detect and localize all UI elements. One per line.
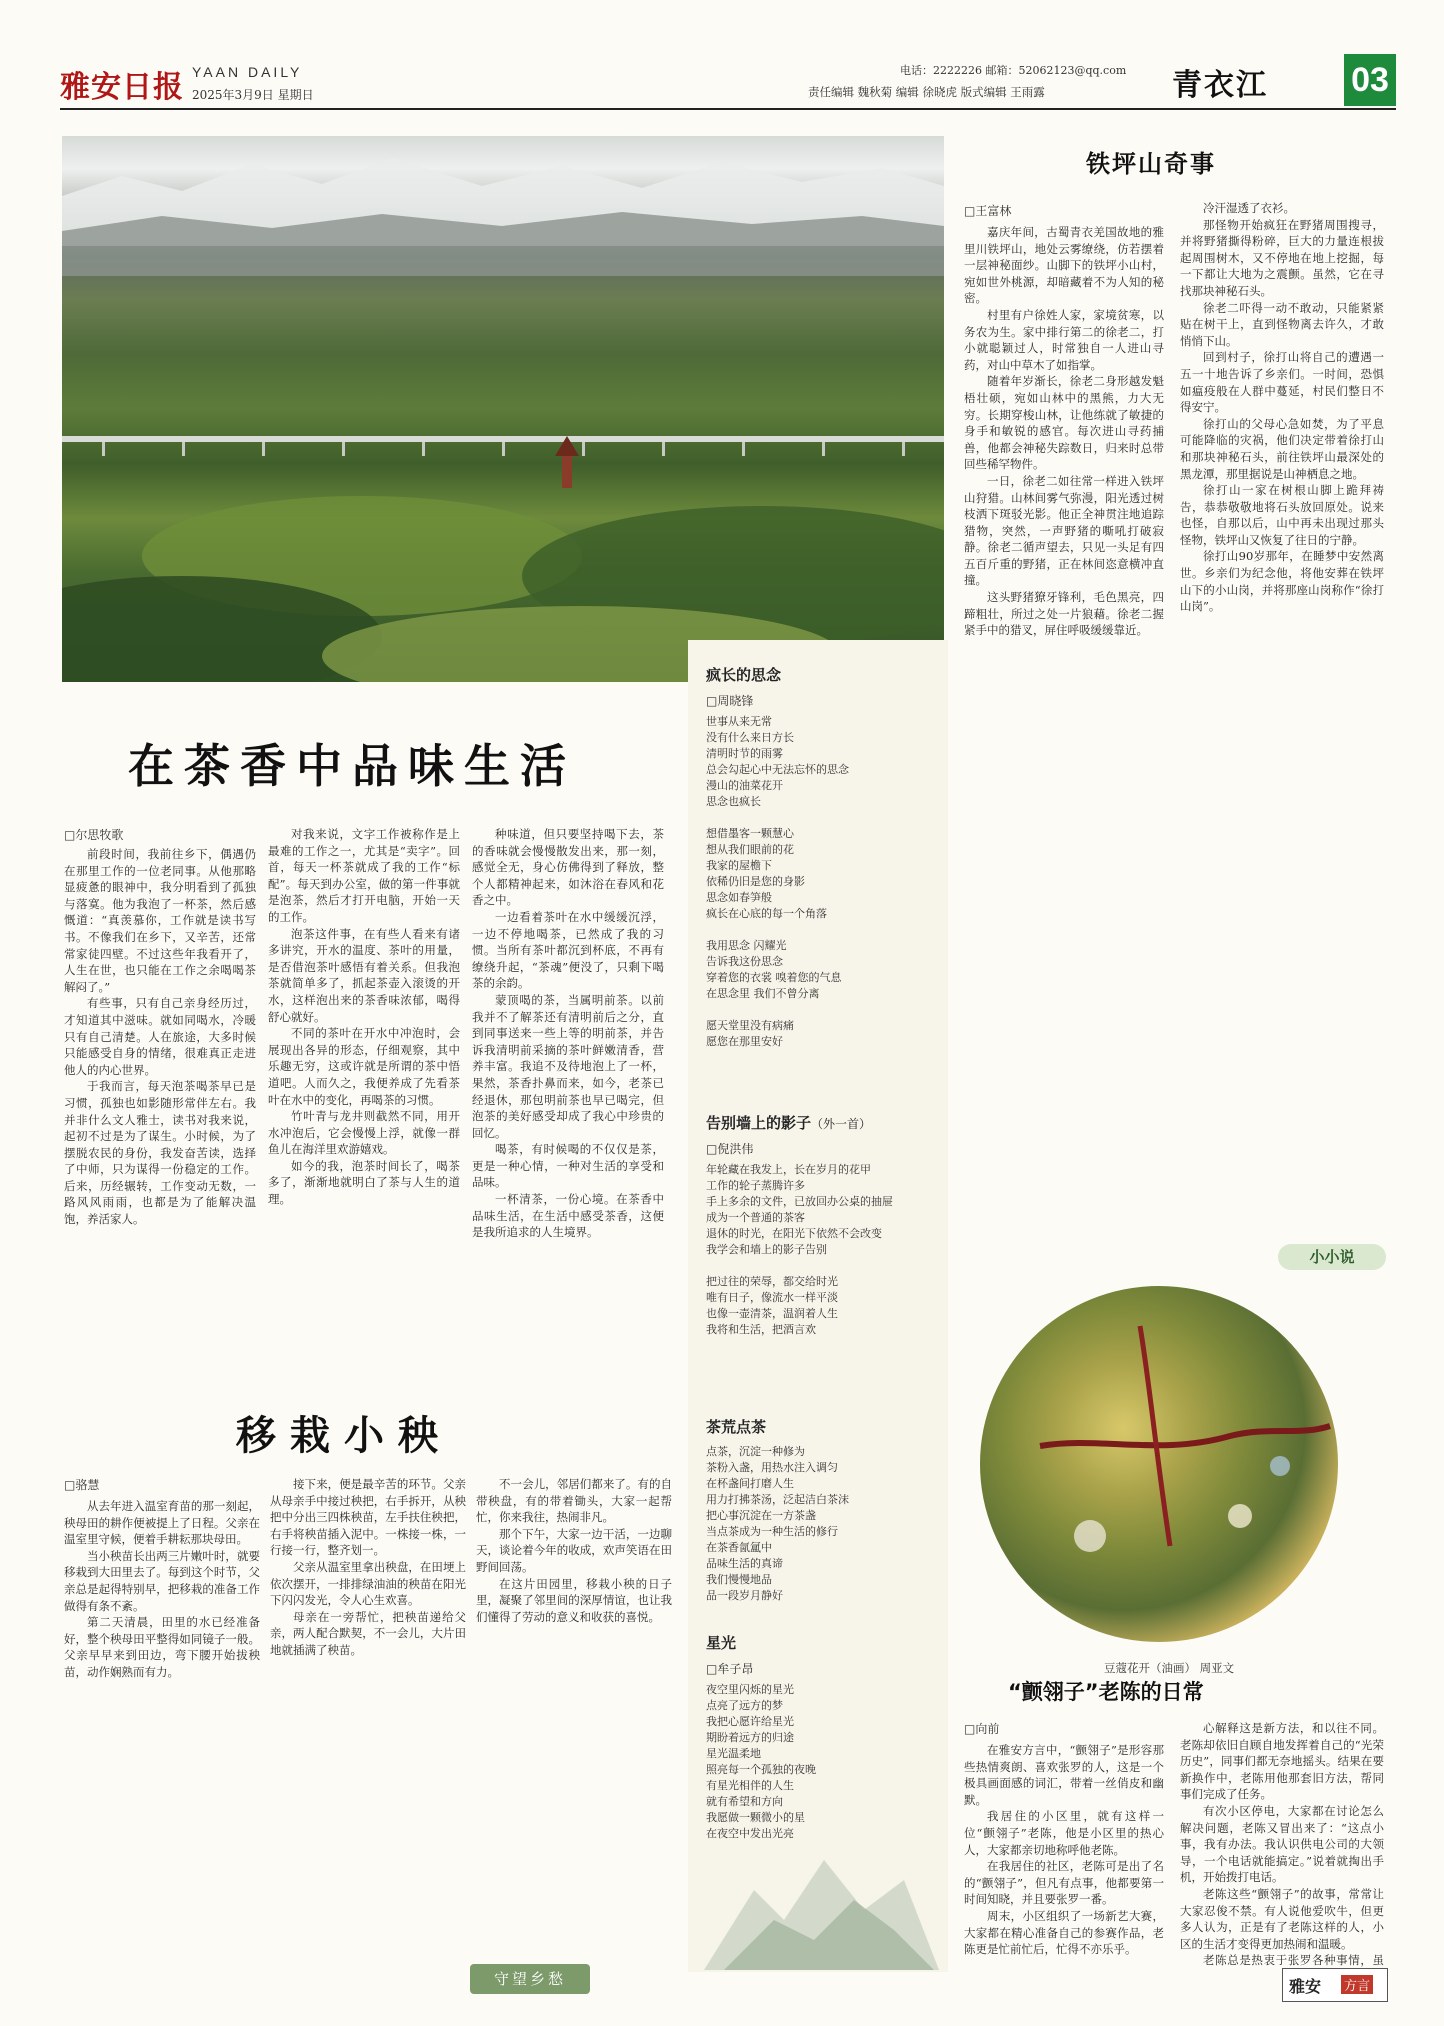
tieping-para: 徐老二吓得一动不敢动，只能紧紧贴在树干上，直到怪物离去许久，才敢悄悄下山。 <box>1180 300 1384 348</box>
poem-line: 告诉我这份思念 <box>706 955 783 968</box>
poem-line: 我将和生活，把酒言欢 <box>706 1323 816 1336</box>
main-essay-para: 一边看着茶叶在水中缓缓沉浮，一边不停地喝茶，已然成了我的习惯。当所有茶叶都沉到杯底，不再有缭绕升起，“茶魂”便没了，只剩下喝茶的余韵。 <box>472 909 664 991</box>
ink-mountain-decoration <box>694 1830 944 1980</box>
yizai-para: 第二天清晨，田里的水已经准备好，整个秧母田平整得如同镜子一般。父亲早早来到田边，弯下腰开始拔秧苗，动作娴熟而有力。 <box>64 1615 260 1679</box>
tieping-para: 回到村子，徐打山将自己的遭遇一五一十地告诉了乡亲们。一时间，恐惧如瘟疫般在人群中蔓延，村民们整日不得安宁。 <box>1180 350 1384 415</box>
poem-line: 期盼着远方的归途 <box>706 1731 794 1744</box>
poem-line: 手上多余的文件，已放回办公桌的抽屉 <box>706 1195 893 1208</box>
painting-branches <box>980 1286 1338 1642</box>
main-essay-para: 种味道，但只要坚持喝下去，茶的香味就会慢慢散发出来，那一刻，感觉全无，身心仿佛得到了释放，整个人都精神起来，如沐浴在春风和花香之中。 <box>472 827 664 908</box>
main-essay-para: 于我而言，每天泡茶喝茶早已是习惯，孤独也如影随形常伴左右。我并非什么文人雅士，读书对我来说，起初不过是为了谋生。小时候，为了摆脱农民的身份，我发奋苦读，选择了中师，只为谋得一份稳定的工作。后来，历经辗转，工作变动无数，一路风风雨雨，也都是为了能解决温饱，养活家人。 <box>64 1079 256 1227</box>
poem-line: 品一段岁月静好 <box>706 1589 783 1602</box>
contact-info: 电话：2222226 邮箱：52062123@qq.com <box>900 64 1127 77</box>
yizai-col1 <box>64 1498 260 1968</box>
poem-line: 世事从来无常 <box>706 715 772 728</box>
yizai-para: 不一会儿，邻居们都来了。有的自带秧盘，有的带着锄头，大家一起帮忙，你来我往，热闹非凡。 <box>476 1477 672 1525</box>
oldchen-para: 我居住的小区里，就有这样一位“颤翎子”老陈，他是小区里的热心人，大家都亲切地称呼他老陈。 <box>964 1809 1164 1857</box>
oldchen-para: 周末，小区组织了一场新艺大赛，大家都在精心准备自己的参赛作品，老陈更是忙前忙后，忙得不亦乐乎。 <box>964 1908 1164 1957</box>
poem-line: 星光温柔地 <box>706 1747 761 1760</box>
issue-date: 2025年3月9日 星期日 <box>192 88 314 102</box>
poem-line: 品味生活的真谛 <box>706 1557 783 1570</box>
poem3-body <box>706 1444 936 1614</box>
oldchen-para: 在我居住的社区，老陈可是出了名的“颤翎子”，但凡有点事，他都要第一时间知晓，并且要张罗一番。 <box>964 1859 1164 1907</box>
newspaper-name-en: YAAN DAILY <box>192 64 303 80</box>
oil-painting <box>980 1286 1338 1642</box>
poem1-title: 疯长的思念 <box>706 666 782 684</box>
poem-line: 也像一壶清茶，温润着人生 <box>706 1307 838 1320</box>
yizai-title: 移栽小秧 <box>236 1413 452 1459</box>
poem-line: 我家的屋檐下 <box>706 859 772 872</box>
poem-line: 点亮了远方的梦 <box>706 1699 783 1712</box>
main-essay-col1 <box>64 846 256 1346</box>
poem-line: 没有什么来日方长 <box>706 731 794 744</box>
xiaoshuo-label: 小小说 <box>1309 1248 1355 1266</box>
main-essay-para: 有些事，只有自己亲身经历过，才知道其中滋味。就如同喝水，冷暖只有自己清楚。人在旅途，大多时候只能感受自身的情绪，很难真正走进他人的内心世界。 <box>64 996 256 1077</box>
poem-line <box>706 1258 936 1274</box>
main-essay-para: 一杯清茶，一份心境。在茶香中品味生活，在生活中感受茶香，这便是我所追求的人生境界。 <box>472 1192 664 1240</box>
poem-line: 把心事沉淀在一方茶盏 <box>706 1509 816 1522</box>
poem-line: 我用思念 闪耀光 <box>706 939 787 952</box>
tieping-para: 徐打山一家在树根山脚上跪拜祷告，恭恭敬敬地将石头放回原处。说来也怪，自那以后，山中再未出现过那头怪物，铁坪山又恢复了往日的宁静。 <box>1180 483 1384 547</box>
main-essay-para: 前段时间，我前往乡下，偶遇仍在那里工作的一位老同事。从他那略显疲惫的眼神中，我分明看到了孤独与落寞。他为我泡了一杯茶，然后感慨道：“真羡慕你，工作就是读书写书。不像我们在乡下，又辛苦，还常常家徒四壁。不过这些年我看开了，人生在世，也只能在工作之余喝喝茶解闷了。” <box>64 847 256 994</box>
page-number: 03 <box>1344 54 1396 106</box>
poem-line: 点茶，沉淀一种修为 <box>706 1445 805 1458</box>
poem1-author: □周晓锋 <box>706 694 754 708</box>
tieping-para: 随着年岁渐长，徐老二身形越发魁梧壮硕，宛如山林中的黑熊，力大无穷。长期穿梭山林，让他练就了敏捷的身手和敏锐的感官。每次进山寻药捕兽，他都会神秘失踪数日，归来时总带回些稀罕物件。 <box>964 374 1164 472</box>
yizai-para: 当小秧苗长出两三片嫩叶时，就要移栽到大田里去了。每到这个时节，父亲总是起得特别早，把移栽的准备工作做得有条不紊。 <box>64 1548 260 1613</box>
yizai-para: 父亲从温室里拿出秧盘，在田埂上依次摆开，一排排绿油油的秧苗在阳光下闪闪发光，令人心生欢喜。 <box>270 1559 466 1608</box>
yizai-author: □骆慧 <box>64 1478 100 1492</box>
main-essay-para: 如今的我，泡茶时间长了，喝茶多了，渐渐地就明白了茶与人生的道理。 <box>268 1158 460 1207</box>
poem-line: 想借墨客一颗慧心 <box>706 827 794 840</box>
poem-line: 在思念里 我们不曾分离 <box>706 987 820 1000</box>
poem-line: 在茶香氤氲中 <box>706 1541 772 1554</box>
oldchen-para: 在雅安方言中，“颤翎子”是形容那些热情爽朗、喜欢张罗的人，这是一个极具画面感的词汇，带着一丝俏皮和幽默。 <box>964 1743 1164 1807</box>
landscape-illustration <box>62 136 944 682</box>
poem-line: 退休的时光，在阳光下依然不会改变 <box>706 1227 882 1240</box>
main-essay-para: 喝茶，有时候喝的不仅仅是茶，更是一种心情，一种对生活的享受和品味。 <box>472 1142 664 1190</box>
tea-garden-photo <box>62 136 944 682</box>
poem-line: 清明时节的雨雾 <box>706 747 783 760</box>
painting-caption: 豆蔻花开（油画） 周亚文 <box>1104 1661 1235 1675</box>
oldchen-para: 心解释这是新方法，和以往不同。老陈却依旧自顾自地发挥着自己的“光荣历史”，同事们都无奈地摇头。结果在要新换作中，老陈用他那套旧方法，帮同事们完成了任务。 <box>1180 1721 1384 1802</box>
yaan-fangyan-badge <box>1282 1968 1388 2002</box>
editors-line: 责任编辑 魏秋菊 编辑 徐晓虎 版式编辑 王雨露 <box>808 85 1045 99</box>
poem3-title: 茶荒点茶 <box>706 1418 767 1436</box>
poem2-title <box>706 1112 871 1133</box>
section-name: 青衣江 <box>1172 68 1268 103</box>
tieping-col2 <box>1180 200 1384 1230</box>
yizai-para: 在这片田园里，移栽小秧的日子里，凝聚了邻里间的深厚情谊，也让我们懂得了劳动的意义和收获的喜悦。 <box>476 1576 672 1624</box>
poem2-title-suffix: （外一首） <box>811 1117 872 1131</box>
masthead-rule <box>60 108 1396 110</box>
poem-line: 思念也疯长 <box>706 795 761 808</box>
main-essay-author: □尔思牧歌 <box>64 828 124 842</box>
poem-line: 当点茶成为一种生活的修行 <box>706 1525 838 1538</box>
oldchen-para: 老陈这些“颤翎子”的故事，常常让大家忍俊不禁。有人说他爱吹牛，但更多人认为，正是有了老陈这样的人，小区的生活才变得更加热闹和温暖。 <box>1180 1886 1384 1951</box>
main-essay-col3 <box>472 826 664 1346</box>
yizai-para: 那个下午，大家一边干活，一边聊天，谈论着今年的收成，欢声笑语在田野间回荡。 <box>476 1526 672 1574</box>
poem-line: 茶粉入盏，用热水注入调匀 <box>706 1461 838 1474</box>
poem-line: 思念如春笋般 <box>706 891 772 904</box>
main-essay-col2 <box>268 826 460 1346</box>
fangyan-badge-text: 方言 <box>1341 1975 1373 1994</box>
poem-line: 在夜空中发出光亮 <box>706 1827 794 1840</box>
newspaper-logo: 雅安日报 <box>60 70 184 105</box>
shouwang-badge <box>470 1964 590 1994</box>
poem-line: 把过往的荣辱，都交给时光 <box>706 1275 838 1288</box>
main-essay-para: 对我来说，文字工作被称作是上最难的工作之一，尤其是“卖字”。回首，每天一杯茶就成了我的工作“标配”。每天到办公室，做的第一件事就是泡茶，然后才打开电脑，开始一天的工作。 <box>268 827 460 924</box>
tieping-para: 一日，徐老二如往常一样进入铁坪山狩猎。山林间雾气弥漫，阳光透过树枝洒下斑驳光影。他正全神贯注地追踪猎物，突然，一声野猪的嘶吼打破寂静。徐老二循声望去，只见一头足有四五百斤重的野猪，正在林间恣意横冲直撞。 <box>964 473 1164 588</box>
oldchen-para: 老陈总是热衷于张罗各种事情，虽 <box>1203 1953 1384 1968</box>
shouwang-label: 守望乡愁 <box>493 1970 566 1988</box>
oldchen-author: □向前 <box>964 1722 1000 1736</box>
main-essay-para: 泡茶这件事，在有些人看来有诸多讲究，开水的温度、茶叶的用量，是否借泡茶叶感悟有着关系。但我泡茶就简单多了，抓起茶壶入滚烫的开水，这样泡出来的茶香味浓郁，喝得舒心就好。 <box>268 926 460 1024</box>
xiaoshuo-badge <box>1278 1244 1386 1270</box>
poem-line: 总会勾起心中无法忘怀的思念 <box>706 763 849 776</box>
poem-line: 照亮每一个孤独的夜晚 <box>706 1763 816 1776</box>
yizai-para: 接下来，便是最辛苦的环节。父亲从母亲手中接过秧把，右手拆开，从秧把中分出三四株秧苗，左手扶住秧把，右手将秧苗插入泥中。一株接一株，一行接一行，整齐划一。 <box>270 1477 466 1558</box>
tieping-para: 这头野猪獠牙锋利，毛色黑亮，四蹄粗壮，所过之处一片狼藉。徐老二握紧手中的猎叉，屏住呼吸缓缓靠近。 <box>964 590 1164 638</box>
tieping-para: 徐打山90岁那年，在睡梦中安然离世。乡亲们为纪念他，将他安葬在铁坪山下的小山岗，并将那座山岗称作“徐打山岗”。 <box>1180 549 1384 614</box>
poem2-body <box>706 1162 936 1402</box>
tieping-para: 冷汗湿透了衣衫。 <box>1203 201 1295 215</box>
yizai-col2 <box>270 1476 466 1966</box>
poem-line: 夜空里闪烁的星光 <box>706 1683 794 1696</box>
poem-line: 疯长在心底的每一个角落 <box>706 907 827 920</box>
poem-line <box>706 922 936 938</box>
poem-line: 我们慢慢地品 <box>706 1573 772 1586</box>
poem-line: 依稀仍旧是您的身影 <box>706 875 805 888</box>
tieping-para: 村里有户徐姓人家，家境贫寒，以务农为生。家中排行第二的徐老二，打小就聪颖过人，时常独自一人进山寻药，对山中草木了如指掌。 <box>964 307 1164 372</box>
tieping-para: 徐打山的父母心急如焚，为了平息可能降临的灾祸，他们决定带着徐打山和那块神秘石头，前往铁坪山最深处的黑龙潭，那里据说是山神栖息之地。 <box>1180 416 1384 481</box>
yizai-para: 母亲在一旁帮忙，把秧苗递给父亲，两人配合默契，不一会儿，大片田地就插满了秧苗。 <box>270 1609 466 1657</box>
oldchen-para: 有次小区停电，大家都在讨论怎么解决问题，老陈又冒出来了：“这点小事，我有办法。我认识供电公司的大领导，一个电话就能搞定。”说着就掏出手机，开始拨打电话。 <box>1180 1803 1384 1885</box>
main-essay-title: 在茶香中品味生活 <box>128 739 576 793</box>
yaan-badge-text: 雅安 <box>1289 1977 1322 1996</box>
oldchen-col2 <box>1180 1720 1384 1970</box>
poem-line: 年轮藏在我发上，长在岁月的花甲 <box>706 1163 871 1176</box>
poem-line: 愿您在那里安好 <box>706 1035 783 1048</box>
tieping-title: 铁坪山奇事 <box>1086 150 1216 178</box>
poem-line: 愿天堂里没有病痛 <box>706 1019 794 1032</box>
poem-line: 工作的轮子蒸腾许多 <box>706 1179 805 1192</box>
tieping-author: □王富林 <box>964 204 1012 218</box>
oldchen-title: “颤翎子”老陈的日常 <box>1008 1680 1204 1704</box>
poem-line: 漫山的油菜花开 <box>706 779 783 792</box>
main-essay-para: 不同的茶叶在开水中冲泡时，会展现出各异的形态，仔细观察，其中乐趣无穷，这或许就是所谓的茶中悟道吧。人而久之，我便养成了先看茶叶在水中的变化，再喝茶的习惯。 <box>268 1026 460 1107</box>
poem1-body <box>706 714 936 1094</box>
poem-line: 我把心愿许给星光 <box>706 1715 794 1728</box>
poem2-author: □倪洪伟 <box>706 1142 754 1156</box>
poem4-body <box>706 1682 936 1852</box>
tieping-para: 那怪物开始疯狂在野猪周围搜寻，并将野猪撕得粉碎，巨大的力量连根拔起周围树木，又不停地在地上挖掘，每一下都让大地为之震颤。虽然，它在寻找那块神秘石头。 <box>1180 217 1384 298</box>
poem-line: 我愿做一颗微小的星 <box>706 1811 805 1824</box>
poem-line <box>706 1002 936 1018</box>
poem4-title: 星光 <box>706 1634 737 1652</box>
main-essay-para: 蒙顶喝的茶，当属明前茶。以前我并不了解茶还有清明前后之分，直到同事送来一些上等的明前茶，并告诉我清明前采摘的茶叶鲜嫩清香，营养丰富。我追不及待地泡上了一杯，果然，茶香扑鼻而来，如今，老茶已经退休，那包明前茶也早已喝完，但泡茶的美好感受却成了我心中珍贵的回忆。 <box>472 992 664 1140</box>
poem-line: 在杯盏间打磨人生 <box>706 1477 794 1490</box>
main-essay-para: 竹叶青与龙井则截然不同，用开水冲泡后，它会慢慢上浮，就像一群鱼儿在海洋里欢游嬉戏。 <box>268 1109 460 1157</box>
tieping-col1 <box>964 224 1164 1224</box>
poem-line: 唯有日子，像流水一样平淡 <box>706 1291 838 1304</box>
masthead <box>60 58 1390 110</box>
poem-line: 穿着您的衣裳 嗅着您的气息 <box>706 971 842 984</box>
oldchen-col1 <box>964 1742 1164 1976</box>
yizai-col3 <box>476 1476 672 1916</box>
poem-line: 我学会和墙上的影子告别 <box>706 1243 827 1256</box>
tieping-para: 嘉庆年间，古蜀青衣羌国故地的雅里川铁坪山，地处云雾缭绕，仿若摆着一层神秘面纱。山脚下的铁坪小山村，宛如世外桃源，却暗藏着不为人知的秘密。 <box>964 225 1164 306</box>
poem-line: 用力打拂茶汤，泛起洁白茶沫 <box>706 1493 849 1506</box>
poem-line: 成为一个普通的茶客 <box>706 1211 805 1224</box>
yizai-para: 从去年进入温室育苗的那一刻起，秧母田的耕作便被提上了日程。父亲在温室里守候，便着手耕耘那块母田。 <box>64 1499 260 1547</box>
poem-line: 有星光相伴的人生 <box>706 1779 794 1792</box>
poem-line <box>706 810 936 826</box>
poem-line: 想从我们眼前的花 <box>706 843 794 856</box>
poem-line: 就有希望和方向 <box>706 1795 783 1808</box>
poem2-title-text: 告别墙上的影子 <box>706 1114 812 1132</box>
poem4-author: □牟子昂 <box>706 1662 754 1676</box>
